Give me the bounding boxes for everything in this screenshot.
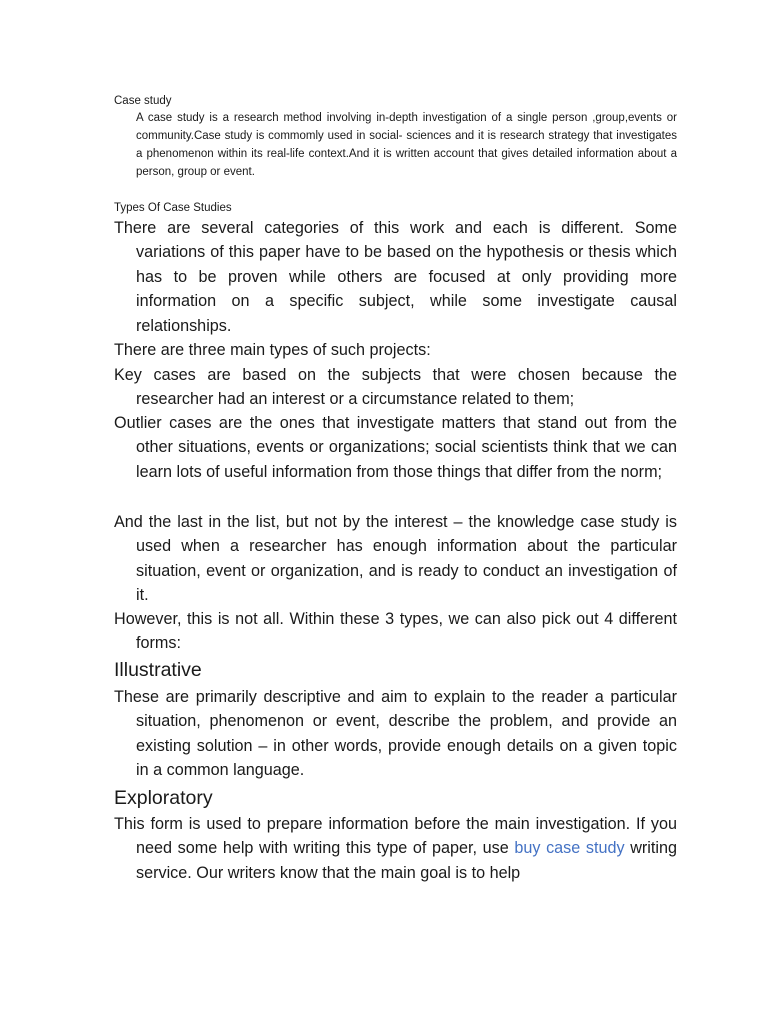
illustrative-heading: Illustrative xyxy=(114,659,202,681)
three-types-paragraph: There are three main types of such projects: xyxy=(114,341,431,359)
forms-paragraph: However, this is not all. Within these 3 types, we can also pick out 4 different forms: xyxy=(114,610,677,653)
types-heading: Types Of Case Studies xyxy=(114,202,232,214)
types-paragraph: There are several categories of this work and each is different. Some variations of this paper have to be based on the hypothesis or thesis which has to be proven while others are focused at only providing more information on a specific subject, while some investigate causal relationships. xyxy=(114,219,677,335)
case-study-paragraph xyxy=(114,109,677,181)
knowledge-case-paragraph: And the last in the list, but not by the interest – the knowledge case study is used when a researcher has enough information about the particular situation, event or organization, and is ready to conduct an investigation of it. xyxy=(114,513,677,605)
case-study-paragraph-text: A case study is a research method involving in-depth investigation of a single person ,group,events or community.Case study is commomly used in social- sciences and it is research strategy that investigates a phenomenon within its real-life context.And it is written account that gives detailed information about a person, group or event. xyxy=(136,112,677,178)
case-study-heading: Case study xyxy=(114,95,172,107)
outlier-cases-paragraph: Outlier cases are the ones that investigate matters that stand out from the other situations, events or organizations; social scientists think that we can learn lots of useful information from those things that differ from the norm; xyxy=(114,414,677,481)
buy-case-study-link[interactable]: buy case study xyxy=(514,839,625,858)
exploratory-paragraph xyxy=(114,812,677,885)
key-cases-paragraph: Key cases are based on the subjects that were chosen because the researcher had an interest or a circumstance related to them; xyxy=(114,366,677,409)
exploratory-text-after: writing service. Our writers know that the main goal is to help xyxy=(136,839,677,882)
exploratory-text-before: This form is used to prepare information before the main investigation. If you need some help with writing this type of paper, use xyxy=(114,815,677,858)
illustrative-paragraph: These are primarily descriptive and aim to explain to the reader a particular situation, phenomenon or event, describe the problem, and provide an existing solution – in other words, provide enough details on a given topic in a common language. xyxy=(114,688,677,780)
exploratory-heading: Exploratory xyxy=(114,787,213,809)
